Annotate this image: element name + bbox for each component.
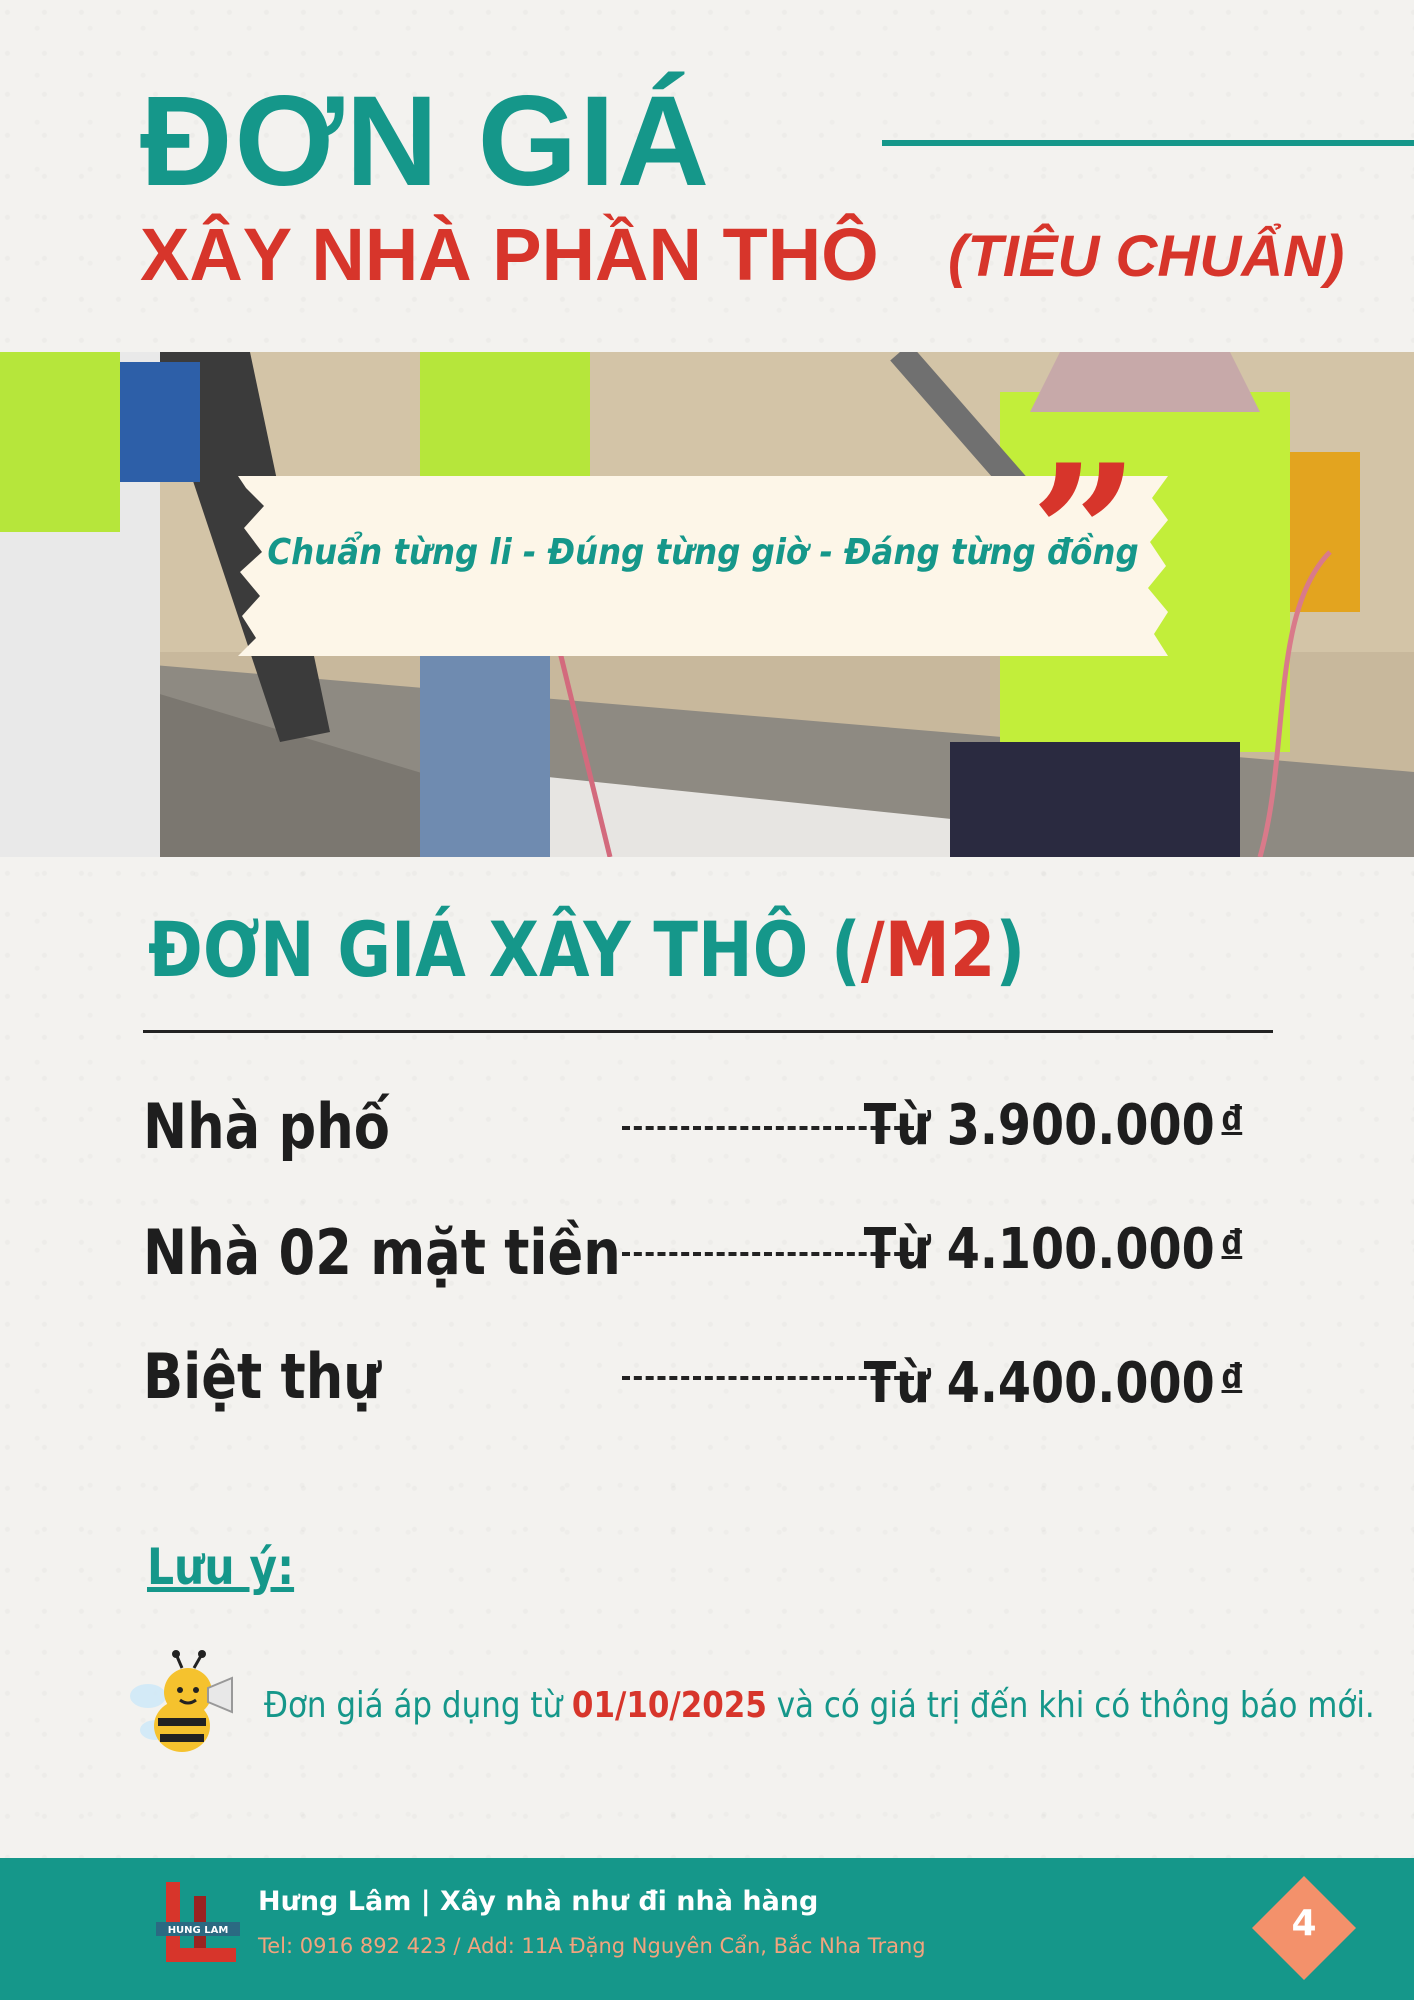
title-divider — [882, 140, 1414, 146]
currency-symbol: đ — [1221, 1223, 1242, 1263]
bee-mascot-icon — [126, 1648, 238, 1760]
page-subtitle-note: (TIÊU CHUẨN) — [948, 224, 1345, 289]
logo-text: HUNG LAM — [167, 1925, 229, 1936]
note-label: Lưu ý: — [147, 1538, 295, 1596]
price-row-label: Biệt thự — [143, 1340, 381, 1413]
price-heading-paren-open: ( — [831, 905, 861, 994]
quote-mark-icon: ” — [1030, 423, 1140, 646]
note-date: 01/10/2025 — [571, 1685, 767, 1726]
page-number: 4 — [1291, 1903, 1317, 1944]
footer-contact: Tel: 0916 892 423 / Add: 11A Đặng Nguyên Cẩn, Bắc Nha Trang — [258, 1934, 926, 1958]
price-value-text: Từ 4.400.000 — [863, 1351, 1215, 1416]
price-heading-unit: /M2 — [860, 905, 996, 994]
page-subtitle: XÂY NHÀ PHẦN THÔ — [140, 213, 879, 296]
price-value-text: Từ 4.100.000 — [863, 1217, 1215, 1282]
price-row-label: Nhà phố — [143, 1090, 390, 1163]
page-title: ĐƠN GIÁ — [140, 70, 712, 213]
note-text-start: Đơn giá áp dụng từ — [264, 1685, 572, 1726]
currency-symbol: đ — [1221, 1357, 1242, 1397]
price-row-label: Nhà 02 mặt tiền — [143, 1216, 621, 1289]
price-heading — [148, 905, 1026, 994]
price-row-value — [863, 1217, 1242, 1282]
note-text — [264, 1685, 1375, 1726]
price-heading-paren-close: ) — [995, 905, 1026, 994]
price-heading-text: ĐƠN GIÁ XÂY THÔ — [148, 905, 809, 994]
price-row-value — [863, 1093, 1242, 1158]
quote-text: Chuẩn từng li - Đúng từng giờ - Đáng từng đồng — [267, 532, 1139, 573]
price-row-value — [863, 1351, 1242, 1416]
price-divider — [143, 1030, 1273, 1033]
currency-symbol: đ — [1221, 1099, 1242, 1139]
company-logo — [150, 1874, 246, 1970]
price-value-text: Từ 3.900.000 — [863, 1093, 1215, 1158]
footer-company-title: Hưng Lâm | Xây nhà như đi nhà hàng — [258, 1886, 819, 1917]
note-text-end: và có giá trị đến khi có thông báo mới. — [766, 1685, 1375, 1726]
